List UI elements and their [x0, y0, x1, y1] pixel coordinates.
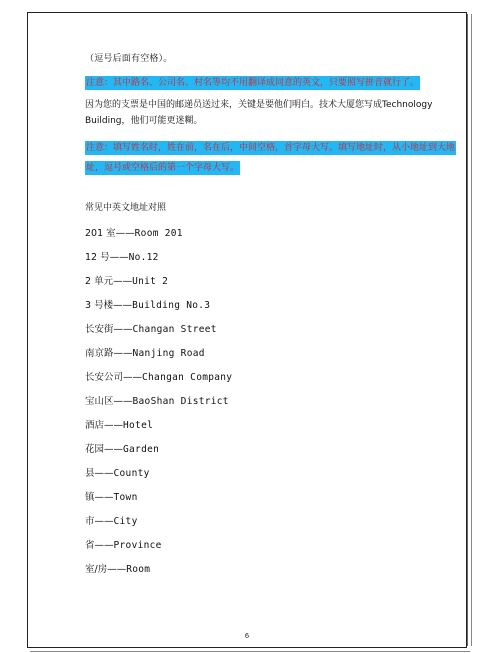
paragraph-1: 因为您的支票是中国的邮递员送过来，关键是要他们明白。技术大厦您写成Technology Building，他们可能更迷糊。 [85, 100, 433, 126]
address-dash: —— [123, 372, 143, 383]
address-chinese: 3 号楼 [85, 300, 114, 311]
document-page [27, 12, 467, 648]
note-text-1: 注意：其中路名、公司名、村名等均不用翻译成同意的英文，只要照写拼音就行了。 [86, 78, 420, 88]
address-dash: —— [113, 324, 133, 335]
address-dash: —— [113, 276, 133, 287]
address-english: BaoShan District [132, 396, 229, 407]
address-english: No.12 [128, 252, 159, 263]
address-chinese: 市 [85, 516, 95, 527]
address-english: Room 201 [134, 228, 183, 239]
address-entry [85, 563, 455, 587]
address-entry [85, 395, 455, 419]
address-chinese: 室/房 [85, 564, 108, 575]
address-chinese: 酒店 [85, 420, 105, 431]
address-list [85, 227, 455, 587]
address-dash: —— [113, 300, 133, 311]
address-dash: —— [104, 420, 124, 431]
address-dash: —— [113, 396, 133, 407]
address-chinese: 长安公司 [85, 372, 124, 383]
address-entry [85, 491, 455, 515]
address-dash: —— [94, 468, 114, 479]
intro-line: （逗号后面有空格）。 [85, 54, 173, 64]
address-dash: —— [94, 492, 114, 503]
address-entry [85, 539, 455, 563]
address-chinese: 县 [85, 468, 95, 479]
address-chinese: 镇 [85, 492, 95, 503]
address-dash: —— [94, 540, 114, 551]
address-chinese: 长安街 [85, 324, 114, 335]
address-english: Province [113, 540, 162, 551]
address-entry [85, 227, 455, 251]
address-entry [85, 515, 455, 539]
address-entry [85, 251, 455, 275]
page-content [85, 53, 455, 587]
address-entry [85, 275, 455, 299]
address-entry [85, 467, 455, 491]
address-dash: —— [109, 252, 129, 263]
address-english: Hotel [123, 420, 154, 431]
address-dash: —— [115, 228, 135, 239]
address-entry [85, 323, 455, 347]
address-chinese: 南京路 [85, 348, 114, 359]
address-chinese: 花园 [85, 444, 105, 455]
address-chinese: 201 室 [85, 228, 116, 239]
address-dash: —— [113, 348, 133, 359]
address-entry [85, 443, 455, 467]
page-edge-right [467, 14, 472, 646]
page-number: 6 [244, 632, 250, 640]
page-edge-bottom [30, 648, 470, 652]
address-entry [85, 371, 455, 395]
address-english: Garden [123, 444, 160, 455]
address-english: Changan Company [142, 372, 233, 383]
address-english: Nanjing Road [132, 348, 205, 359]
address-english: City [113, 516, 138, 527]
address-entry [85, 299, 455, 323]
address-chinese: 2 单元 [85, 276, 114, 287]
address-english: Unit 2 [132, 276, 169, 287]
address-chinese: 12 号 [85, 252, 110, 263]
address-english: Changan Street [132, 324, 217, 335]
section-title: 常见中英文地址对照 [85, 203, 167, 213]
address-dash: —— [107, 564, 127, 575]
address-chinese: 宝山区 [85, 396, 114, 407]
address-entry [85, 419, 455, 443]
address-dash: —— [104, 444, 124, 455]
note-highlight-2 [85, 138, 455, 178]
address-english: Town [113, 492, 138, 503]
note-highlight-1 [85, 73, 455, 93]
address-english: Building No.3 [132, 300, 211, 311]
note-text-2: 注意：填写姓名时，姓在前，名在后，中间空格，首字母大写。填写地址时，从小地址到大地址，逗号或空格后的第一个字母大写。 [86, 143, 456, 173]
address-chinese: 省 [85, 540, 95, 551]
address-dash: —— [94, 516, 114, 527]
address-english: County [113, 468, 150, 479]
address-english: Room [126, 564, 151, 575]
address-entry [85, 347, 455, 371]
